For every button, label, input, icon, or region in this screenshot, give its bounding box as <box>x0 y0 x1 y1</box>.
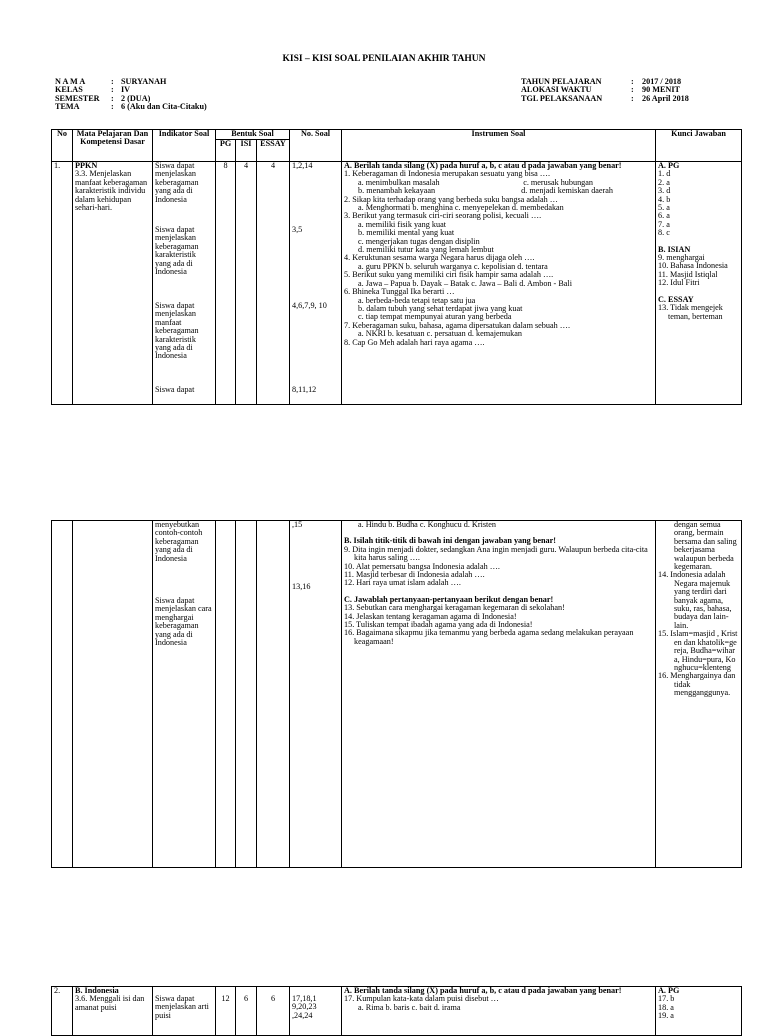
q3-option-c: c. mengerjakan tugas dengan disiplin <box>358 236 480 246</box>
section-a-heading: A. Berilah tanda silang (X) pada huruf a, b, c atau d pada jawaban yang benar! <box>344 161 622 170</box>
col-isi: ISI <box>236 140 257 162</box>
page-title: KISI – KISI SOAL PENILAIAN AKHIR TAHUN <box>282 54 486 64</box>
p2-cell-nosoal <box>290 521 342 868</box>
kunci-12: 12. Idul Fitri <box>658 278 700 288</box>
kunci-4: 4. b <box>658 194 671 204</box>
q17-options: a. Rima b. baris c. bait d. irama <box>358 1002 461 1012</box>
question-13: 13. Sebutkan cara menghargai keragaman kegemaran di sekolahan! <box>344 603 565 613</box>
question-7: 7. Keberagaman suku, bahasa, agama dipersatukan dalam sebuah …. <box>344 320 570 330</box>
header-row-tgl: TGL PELAKSANAAN : 26 April 2018 <box>521 93 689 103</box>
nosoal-4: 8,11,12 <box>292 385 317 394</box>
question-14: 14. Jelaskan tentang keragaman agama di Indonesia! <box>344 611 517 621</box>
cell-pg: 8 <box>216 162 236 405</box>
kunci-3: 3. d <box>658 186 671 196</box>
col-indikator: Indikator Soal <box>153 130 216 162</box>
row-no: 1. <box>52 162 73 405</box>
p3-row-no: 2. <box>52 987 73 1036</box>
cell-nosoal <box>290 162 342 405</box>
p2-cell-indikator <box>153 521 216 868</box>
q2-options: a. Menghormati b. menghina c. menyepelekan d. membedakan <box>358 203 564 213</box>
col-no: No <box>52 130 73 162</box>
kisi-table-page1 <box>51 129 742 405</box>
subject-name: PPKN <box>75 161 98 170</box>
p2-cell-essay <box>257 521 290 868</box>
p2-indicator-1: menyebutkan contoh-contoh keberagaman yang ada di Indonesia <box>155 520 203 563</box>
q3-option-d: d. memiliki tutur kata yang lemah lembut <box>358 245 494 255</box>
p3-cell-isi <box>236 987 257 1036</box>
header-row-nama: N A M A : SURYANAH <box>55 77 167 86</box>
value-nama: SURYANAH <box>121 77 167 86</box>
section-b-heading: B. Isilah titik-titik di bawah ini dengan jawaban yang benar! <box>344 536 557 546</box>
indicator-2: Siswa dapat menjelaskan keberagaman karakteristik yang ada di Indonesia <box>155 225 199 277</box>
p2-cell-kunci <box>656 521 742 868</box>
question-15: 15. Tuliskan tempat ibadah agama yang ada di Indonesia! <box>344 620 533 630</box>
kunci-17: 17. b <box>658 994 675 1004</box>
label-tahun: TAHUN PELAJARAN <box>521 77 602 86</box>
q4-options: a. guru PPKN b. seluruh warganya c. kepolisian d. tentara <box>358 261 548 271</box>
col-pg: PG <box>216 140 236 162</box>
header-row-semester: SEMESTER : 2 (DUA) <box>55 93 151 103</box>
p2-cell-no <box>52 521 73 868</box>
nosoal-1: 1,2,14 <box>292 161 313 170</box>
question-4: 4. Keruktunan sesama warga Negara harus dijaga oleh …. <box>344 253 535 263</box>
kunci-16: 16. Menghargainya dan tidak mengganggunya. <box>658 671 736 698</box>
header-row-kelas: KELAS : IV <box>55 85 131 95</box>
nosoal-3: 4,6,7,9, 10 <box>292 301 327 310</box>
question-3: 3. Berikut yang termasuk ciri-ciri seorang polisi, kecuali …. <box>344 211 542 221</box>
col-kunci: Kunci Jawaban <box>656 130 742 162</box>
p3-cell-mapel <box>73 987 153 1036</box>
col-instrumen: Instrumen Soal <box>342 130 656 162</box>
label-semester: SEMESTER <box>55 93 100 103</box>
p3-essay-value: 6 <box>270 994 276 1003</box>
indicator-1: Siswa dapat menjelaskan keberagaman yang ada di Indonesia <box>155 161 199 204</box>
p3-subject-name: B. Indonesia <box>75 986 119 995</box>
p3-isi-value: 6 <box>243 994 249 1003</box>
q7-options: a. NKRI b. kesatuan c. persatuan d. kemajemukan <box>358 329 522 339</box>
indicator-3: Siswa dapat menjelaskan manfaat keberagaman karakteristik yang ada di Indonesia <box>155 301 199 361</box>
q5-options: a. Jawa – Papua b. Dayak – Batak c. Jawa – Bali d. Ambon - Bali <box>358 278 572 288</box>
kunci-5: 5. a <box>658 203 670 213</box>
header-row-tahun: TAHUN PELAJARAN : 2017 / 2018 <box>521 77 682 86</box>
q6-option-b: b. dalam tubuh yang sehat terdapat jiwa yang kuat <box>358 303 523 313</box>
kunci-13: 13. Tidak mengejek teman, berteman <box>658 303 723 321</box>
kunci-10: 10. Bahasa Indonesia <box>658 261 728 271</box>
kunci-13-cont: dengan semua orang, bermain bersama dan saling bekerjasama walaupun berbeda kegemaran. <box>674 520 737 572</box>
q1-option-b: b. menambah kekayaan <box>358 186 436 196</box>
kisi-table-page2 <box>51 520 742 868</box>
kunci-isian-heading: B. ISIAN <box>658 244 691 254</box>
question-8: 8. Cap Go Meh adalah hari raya agama …. <box>344 337 485 347</box>
p3-cell-pg <box>216 987 236 1036</box>
value-kelas: IV <box>121 85 131 95</box>
q3-option-b: b. memiliki mental yang kuat <box>358 228 455 238</box>
p3-indicator-1: Siswa dapat menjelaskan arti puisi <box>155 994 209 1020</box>
kunci-6: 6. a <box>658 211 670 221</box>
question-11: 11. Masjid terbesar di Indonesia adalah …. <box>344 570 485 580</box>
question-16: 16. Bagaimana sikapmu jika temanmu yang berbeda agama sedang melakukan perayaan keagamaan! <box>344 628 634 646</box>
kunci-11: 11. Masjid Istiqlal <box>658 269 718 279</box>
question-17: 17. Kumpulan kata-kata dalam puisi disebut … <box>344 994 499 1004</box>
col-nosoal: No. Soal <box>290 130 342 162</box>
p2-nosoal-1: ,15 <box>292 520 303 529</box>
header-right <box>521 78 689 103</box>
cell-instrumen <box>342 162 656 405</box>
q3-option-a: a. memiliki fisik yang kuat <box>358 219 447 229</box>
p2-cell-instrumen <box>342 521 656 868</box>
q1-option-a: a. menimbulkan masalah <box>358 177 440 187</box>
header-row-tema: TEMA : 6 (Aku dan Cita-Citaku) <box>55 102 207 112</box>
question-5: 5. Berikut suku yang memiliki ciri fisik hampir sama adalah …. <box>344 270 554 280</box>
kunci-1: 1. d <box>658 169 671 179</box>
cell-mapel <box>73 162 153 405</box>
label-tgl: TGL PELAKSANAAN <box>521 93 603 103</box>
col-mapel: Mata Pelajaran Dan Kompetensi Dasar <box>73 130 153 162</box>
p3-nosoal-1: 17,18,1 9,20,23 ,24,24 <box>292 994 317 1020</box>
cell-indikator <box>153 162 216 405</box>
cell-essay: 4 <box>257 162 290 405</box>
label-nama: N A M A <box>55 77 86 86</box>
nosoal-2: 3,5 <box>292 225 303 234</box>
q8-options: a. Hindu b. Budha c. Konghucu d. Kristen <box>358 520 497 529</box>
kd-text: 3.3. Menjelaskan manfaat keberagaman karakteristik individu dalam kehidupan sehari-hari. <box>75 169 148 213</box>
value-tgl: 26 April 2018 <box>642 93 689 103</box>
header-left <box>55 78 207 112</box>
p2-nosoal-2: 13,16 <box>292 582 311 591</box>
cell-isi: 4 <box>236 162 257 405</box>
q6-option-a: a. berbeda-beda tetapi tetap satu jua <box>358 295 476 305</box>
label-tema: TEMA <box>55 102 80 112</box>
q6-option-c: c. tiap tempat mempunyai aturan yang berbeda <box>358 312 512 322</box>
p2-cell-isi <box>236 521 257 868</box>
p3-section-a-heading: A. Berilah tanda silang (X) pada huruf a, b, c atau d pada jawaban yang benar! <box>344 986 622 995</box>
q1-option-c: c. merusak hubungan <box>523 177 594 187</box>
label-kelas: KELAS <box>55 85 83 95</box>
value-tema: 6 (Aku dan Cita-Citaku) <box>121 102 207 112</box>
p3-cell-indikator <box>153 987 216 1036</box>
kunci-19: 19. a <box>658 1011 674 1021</box>
kunci-2: 2. a <box>658 177 670 187</box>
kunci-essay-heading: C. ESSAY <box>658 294 694 304</box>
p3-cell-kunci <box>656 987 742 1036</box>
value-tahun: 2017 / 2018 <box>642 77 682 86</box>
kisi-table-page3 <box>51 986 742 1036</box>
p3-pg-value: 12 <box>221 994 230 1003</box>
p2-cell-mapel <box>73 521 153 868</box>
value-alokasi: 90 MENIT <box>642 85 680 95</box>
p2-indicator-2: Siswa dapat menjelaskan cara menghargai keberagaman yang ada di Indonesia <box>155 596 212 648</box>
p3-cell-essay <box>257 987 290 1036</box>
question-2: 2. Sikap kita terhadap orang yang berbeda suku bangsa adalah … <box>344 194 558 204</box>
label-alokasi: ALOKASI WAKTU <box>521 85 592 95</box>
cell-kunci <box>656 162 742 405</box>
section-c-heading: C. Jawablah pertanyaan-pertanyaan berikut dengan benar! <box>344 594 554 604</box>
col-essay: ESSAY <box>257 140 290 162</box>
header-row-alokasi: ALOKASI WAKTU : 90 MENIT <box>521 85 680 95</box>
p3-kd-text: 3.6. Menggali isi dan amanat puisi <box>75 994 145 1012</box>
kunci-8: 8. c <box>658 228 670 238</box>
q1-option-d: d. menjadi kemiskan daerah <box>521 186 614 196</box>
value-semester: 2 (DUA) <box>121 93 151 103</box>
kunci-18: 18. a <box>658 1002 674 1012</box>
kunci-15: 15. Islam=masjid , Kristen dan khatolik=gereja, Budha=wihara, Hindu=pura, Konghucu=klenteng <box>658 629 738 672</box>
question-1: 1. Keberagaman di Indonesia merupakan sesuatu yang bisa …. <box>344 169 551 179</box>
question-12: 12. Hari raya umat islam adalah …. <box>344 578 461 588</box>
p3-cell-nosoal <box>290 987 342 1036</box>
p2-cell-pg <box>216 521 236 868</box>
col-bentuk: Bentuk Soal <box>216 130 290 140</box>
p3-kunci-pg-heading: A. PG <box>658 986 680 995</box>
p3-cell-instrumen <box>342 987 656 1036</box>
indicator-4: Siswa dapat <box>155 385 195 394</box>
question-10: 10. Alat pemersatu bangsa Indonesia adalah …. <box>344 561 500 571</box>
question-6: 6. Bhineka Tunggal Ika berarti … <box>344 287 455 297</box>
kunci-14: 14. Indonesia adalah Negara majemuk yang terdiri dari banyak agama, suku, ras, bahasa, budaya dan lain-lain. <box>658 570 732 630</box>
kunci-7: 7. a <box>658 219 670 229</box>
kunci-9: 9. menghargai <box>658 253 705 263</box>
kunci-pg-heading: A. PG <box>658 161 680 170</box>
question-9: 9. Dita ingin menjadi dokter, sedangkan Ana ingin menjadi guru. Walaupun berbeda cita-cita kita harus saling …. <box>344 544 648 563</box>
